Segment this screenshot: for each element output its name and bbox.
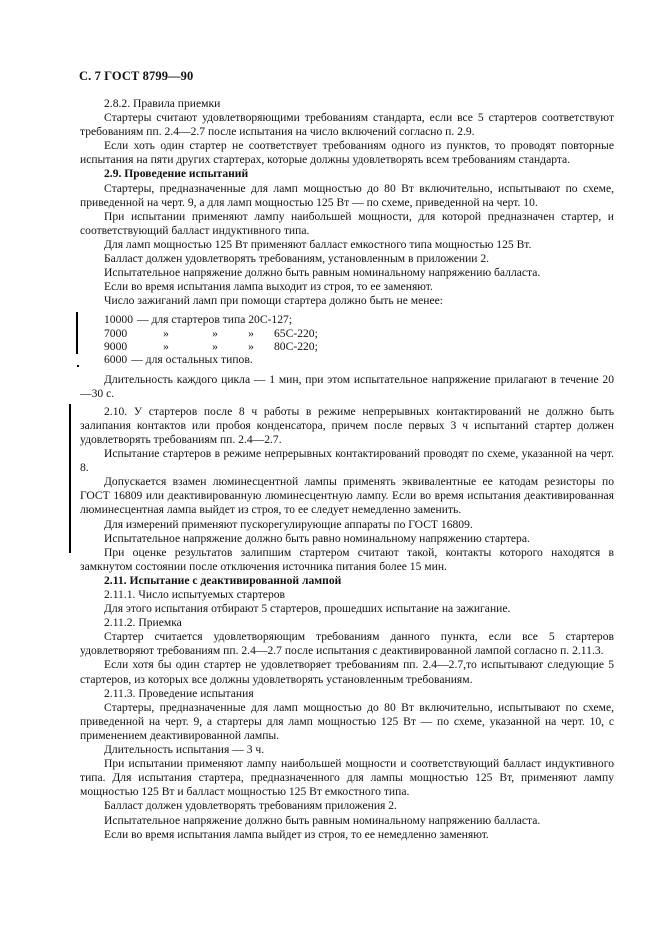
paragraph: При испытании применяют лампу наибольшей мощности, для которой предназначен стартер, и соответствующий балласт индуктивного типа. <box>80 209 614 237</box>
paragraph: Длительность испытания — 3 ч. <box>104 743 265 757</box>
clause-2-11-3-title: 2.11.3. Проведение испытания <box>104 686 254 700</box>
ignition-count: 7000 <box>104 326 128 340</box>
list-item <box>80 353 614 366</box>
paragraph: Испытание стартеров в режиме непрерывных контактирований проводят по схеме, указанной на черт. 8. <box>80 447 614 475</box>
change-bar <box>76 312 78 354</box>
ditto-mark: » <box>248 326 254 340</box>
ignition-count: 10000 <box>104 313 133 327</box>
ignition-count: 6000 <box>104 353 128 367</box>
paragraph: Если во время испытания лампа выходит из строя, то ее заменяют. <box>104 280 433 294</box>
paragraph: Допускается взамен люминесцентной лампы применять эквивалентные ее катодам резисторы по ГОСТ 16809 или деактивированную люминесцентную лампу. Если во время испытания деактивированная люминесцентная лампа выйдет из строя, то ее следует немедленно заменить. <box>80 475 614 517</box>
clause-2-8-2-title: 2.8.2. Правила приемки <box>104 97 221 110</box>
change-bar <box>69 404 71 553</box>
ditto-mark: » <box>212 340 218 353</box>
list-item-text: — для стартеров типа 20С-127; <box>136 313 293 327</box>
clause-2-11-1-title: 2.11.1. Число испытуемых стартеров <box>104 588 286 601</box>
paragraph: Для измерений применяют пускорегулирующие аппараты по ГОСТ 16809. <box>104 517 473 531</box>
paragraph: При оценке результатов залипшим стартером считают такой, контакты которого находятся в замкнутом состоянии после отключения источника питания более 15 мин. <box>80 545 614 573</box>
paragraph: Если во время испытания лампа выйдет из строя, то ее немедленно заменяют. <box>104 827 489 841</box>
paragraph: Число зажиганий ламп при помощи стартера должно быть не менее: <box>104 294 443 308</box>
change-mark <box>77 365 79 367</box>
ignition-count: 9000 <box>104 340 128 353</box>
paragraph: Балласт должен удовлетворять требованиям приложения 2. <box>104 799 397 813</box>
paragraph: Стартеры, предназначенные для ламп мощностью до 80 Вт включительно, испытывают по схеме, приведенной на черт. 9, а стартеры для ламп мощностью 125 Вт — по схеме, указанной на черт. 10, с применением деактивированной лампы. <box>80 700 614 742</box>
list-item <box>80 313 614 326</box>
paragraph: Испытательное напряжение должно быть равным номинальному напряжению балласта. <box>104 813 541 827</box>
paragraph: Для ламп мощностью 125 Вт применяют балласт емкостного типа мощностью 125 Вт. <box>104 237 532 251</box>
clause-2-10: 2.10. У стартеров после 8 ч работы в режиме непрерывных контактирований не должно быть залипания контактов или пробоя конденсатора, причем после первых 3 ч испытаний стартер должен удовлетворять требованиям пп. 2.4—2.7. <box>80 404 614 446</box>
paragraph: Стартер считается удовлетворяющим требованиям данного пункта, если все 5 стартеров удовлетворяют требованиям пп. 2.4—2.7 после испытания с деактивированной лампой согласно п. 2.11.3. <box>80 630 614 658</box>
paragraph: Испытательное напряжение должно быть равно номинальному напряжению стартера. <box>104 531 530 545</box>
paragraph: Балласт должен удовлетворять требованиям, установленным в приложении 2. <box>104 252 490 266</box>
list-item <box>80 327 614 340</box>
starter-type: 80С-220; <box>274 340 318 353</box>
paragraph: При испытании применяют лампу наибольшей мощности и соответствующий балласт индуктивного типа. Для испытания стартера, предназначенного для лампы мощностью 125 Вт, применяют лампу мощностью 125 Вт и балласт мощностью 125 Вт емкостного типа. <box>80 757 614 799</box>
starter-type: 65С-220; <box>274 326 318 340</box>
list-item-text: — для остальных типов. <box>131 353 253 367</box>
paragraph: Стартеры считают удовлетворяющими требованиям стандарта, если все 5 стартеров соответствуют требованиям пп. 2.4—2.7 после испытания на число включений согласно п. 2.9. <box>80 111 614 139</box>
paragraph: Если хоть один стартер не соответствует требованиям одного из пунктов, то проводят повторные испытания на пяти других стартерах, которые должны удовлетворять всем требованиям стандарта. <box>80 139 614 167</box>
ditto-mark: » <box>163 340 169 353</box>
paragraph: Если хотя бы один стартер не удовлетворяет требованиям пп. 2.4—2.7,то испытывают следующие 5 стартеров, из которых все должны удовлетворять установленным требованиям. <box>80 658 614 686</box>
list-item <box>80 340 614 353</box>
ditto-mark: » <box>248 340 254 353</box>
section-heading-2-11: 2.11. Испытание с деактивированной лампой <box>104 573 342 587</box>
document-body <box>80 97 614 842</box>
paragraph: Длительность каждого цикла — 1 мин, при этом испытательное напряжение прилагают в течение 20—30 с. <box>80 372 614 400</box>
clause-2-11-2-title: 2.11.2. Приемка <box>104 616 182 630</box>
ditto-mark: » <box>212 326 218 340</box>
paragraph: Стартеры, предназначенные для ламп мощностью до 80 Вт включительно, испытывают по схеме, приведенной на черт. 9, а для ламп мощностью 125 Вт — по схеме, приведенной на черт. 10. <box>80 181 614 209</box>
paragraph: Для этого испытания отбирают 5 стартеров, прошедших испытание на зажигание. <box>104 602 511 616</box>
ditto-mark: » <box>163 326 169 340</box>
ignitions-list <box>80 313 614 366</box>
paragraph: Испытательное напряжение должно быть равным номинальному напряжению балласта. <box>104 266 541 280</box>
page-header: С. 7 ГОСТ 8799—90 <box>79 69 194 83</box>
section-heading-2-9: 2.9. Проведение испытаний <box>104 167 249 181</box>
